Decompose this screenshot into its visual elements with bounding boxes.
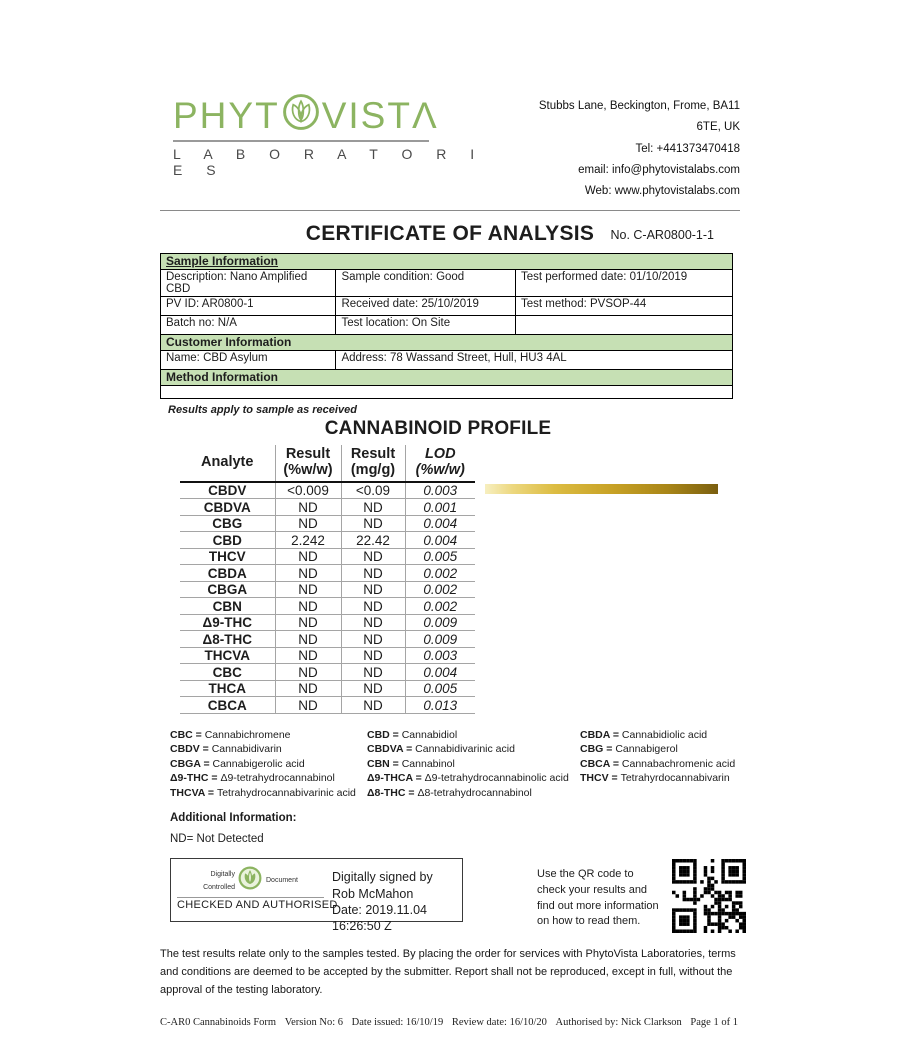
result-value: ND	[341, 614, 405, 631]
legend-item: Δ9-THCA = Δ9-tetrahydrocannabinolic acid	[367, 772, 569, 785]
header	[160, 93, 740, 202]
result-value: 0.002	[405, 581, 475, 598]
footer-item: Page 1 of 1	[690, 1016, 738, 1028]
analyte-name: CBGA	[180, 581, 275, 598]
table-row	[180, 631, 475, 648]
legend-item: CBDA = Cannabidiolic acid	[580, 728, 708, 741]
result-value: 0.005	[405, 548, 475, 565]
test-location-cell: Test location: On Site	[336, 316, 516, 335]
legend-item: CBDV = Cannabidivarin	[170, 743, 282, 756]
customer-information-header: Customer Information	[161, 335, 733, 351]
legend-item: CBN = Cannabinol	[367, 757, 455, 770]
pv-id-cell: PV ID: AR0800-1	[161, 297, 336, 316]
analyte-name: THCA	[180, 680, 275, 697]
logo-text-part1: PHYT	[173, 94, 280, 136]
result-value: ND	[275, 499, 341, 516]
result-value: ND	[275, 565, 341, 582]
result-value: ND	[275, 631, 341, 648]
result-value: <0.009	[275, 482, 341, 499]
column-header: LOD (%w/w)	[405, 445, 475, 482]
analyte-name: CBCA	[180, 697, 275, 714]
result-value: 0.013	[405, 697, 475, 714]
test-performed-date-cell: Test performed date: 01/10/2019	[515, 270, 732, 297]
contact-line: Tel: +441373470418	[635, 142, 740, 155]
disclaimer-text: The test results relate only to the samples tested. By placing the order for services with PhytoVista Laboratories, terms and conditions are deemed to be accepted by the submitter. Report shall not be reproduced, except in full, without the approval of the testing laboratory.	[160, 948, 736, 996]
analyte-name: CBN	[180, 598, 275, 615]
footer-item: C-AR0 Cannabinoids Form	[160, 1016, 277, 1028]
result-value: 0.003	[405, 482, 475, 499]
table-row	[180, 581, 475, 598]
abbreviation-legend	[170, 728, 740, 801]
method-information-header: Method Information	[161, 370, 733, 386]
checked-and-authorised-label: CHECKED AND AUTHORISED	[177, 899, 338, 912]
legend-item: THCV = Tetrahyrdocannabivarin	[580, 772, 730, 785]
received-date-cell: Received date: 25/10/2019	[336, 297, 516, 316]
analyte-name: CBC	[180, 664, 275, 681]
logo-text-part3: Λ	[411, 94, 439, 136]
footer-item: Authorised by: Nick Clarkson	[555, 1016, 682, 1028]
column-header: Result (mg/g)	[341, 445, 405, 482]
analyte-name: CBDA	[180, 565, 275, 582]
table-row	[180, 532, 475, 549]
analyte-name: CBDVA	[180, 499, 275, 516]
form-footer	[160, 1017, 738, 1028]
cannabinoid-table	[180, 445, 475, 714]
legend-item: CBDVA = Cannabidivarinic acid	[367, 743, 515, 756]
logo-text-part2: VIST	[321, 94, 412, 136]
table-row	[180, 647, 475, 664]
result-value: 0.003	[405, 647, 475, 664]
method-empty-row	[161, 386, 733, 399]
legend-item: Δ9-THC = Δ9-tetrahydrocannabinol	[170, 772, 335, 785]
signed-by-text: Digitally signed by Rob McMahon	[332, 870, 433, 901]
contact-line: Stubbs Lane, Beckington, Frome, BA11 6TE, UK	[538, 100, 740, 134]
table-row	[180, 614, 475, 631]
result-value: ND	[341, 664, 405, 681]
table-row	[180, 515, 475, 532]
cannabinoid-table-header-row	[180, 445, 475, 482]
stamp-rule	[177, 897, 324, 898]
table-row	[180, 664, 475, 681]
logo-laboratories-label: L A B O R A T O R I E S	[173, 146, 485, 178]
result-value: ND	[275, 664, 341, 681]
test-method-cell: Test method: PVSOP-44	[515, 297, 732, 316]
result-value: ND	[341, 647, 405, 664]
result-value: ND	[275, 598, 341, 615]
qr-code	[671, 859, 747, 933]
qr-instruction-text: Use the QR code to check your results and find out more information on how to read them.	[537, 868, 659, 928]
table-row	[180, 697, 475, 714]
footer-item: Review date: 16/10/20	[451, 1016, 547, 1028]
table-row	[180, 482, 475, 499]
table-row	[180, 548, 475, 565]
contact-line: Web: www.phytovistalabs.com	[584, 185, 740, 198]
info-table	[160, 253, 733, 399]
legend-item: CBG = Cannabigerol	[580, 743, 678, 756]
lab-contact-info	[515, 96, 740, 202]
result-value: 0.009	[405, 614, 475, 631]
result-value: 22.42	[341, 532, 405, 549]
analyte-name: Δ8-THC	[180, 631, 275, 648]
result-value: 0.002	[405, 598, 475, 615]
contact-line: email: info@phytovistalabs.com	[578, 163, 740, 176]
result-value: ND	[341, 548, 405, 565]
result-value: ND	[341, 680, 405, 697]
table-row	[180, 598, 475, 615]
column-header: Result (%w/w)	[275, 445, 341, 482]
phytovista-logo	[173, 93, 515, 178]
result-value: 0.002	[405, 565, 475, 582]
leaf-circle-icon	[282, 93, 320, 137]
gold-gradient-bar	[485, 484, 718, 494]
signature-box	[170, 858, 463, 934]
result-value: ND	[275, 614, 341, 631]
result-value: ND	[275, 697, 341, 714]
column-header: Analyte	[180, 445, 275, 482]
result-value: ND	[275, 680, 341, 697]
result-value: 0.004	[405, 664, 475, 681]
result-value: ND	[341, 565, 405, 582]
analyte-name: THCVA	[180, 647, 275, 664]
signature-date-text: Date: 2019.11.04 16:26:50 Z	[332, 902, 427, 934]
result-value: 2.242	[275, 532, 341, 549]
legend-item: CBCA = Cannabachromenic acid	[580, 757, 736, 770]
result-value: ND	[341, 515, 405, 532]
signature-row	[170, 858, 740, 933]
result-value: 0.001	[405, 499, 475, 516]
certificate-title: CERTIFICATE OF ANALYSIS	[305, 222, 595, 246]
additional-information-label: Additional Information:	[170, 812, 297, 825]
result-value: 0.004	[405, 515, 475, 532]
sample-information-header: Sample Information	[161, 254, 733, 270]
batch-no-cell: Batch no: N/A	[161, 316, 336, 335]
result-value: <0.09	[341, 482, 405, 499]
legend-item: THCVA = Tetrahydrocannabivarinic acid	[170, 786, 356, 799]
logo-divider	[173, 140, 429, 142]
result-value: ND	[275, 515, 341, 532]
legend-item: CBGA = Cannabigerolic acid	[170, 757, 305, 770]
customer-name-cell: Name: CBD Asylum	[161, 351, 336, 370]
analyte-name: CBD	[180, 532, 275, 549]
result-value: ND	[341, 697, 405, 714]
stamp-digitally-label: Digitally	[210, 870, 235, 878]
cannabinoid-profile-title: CANNABINOID PROFILE	[324, 418, 552, 440]
digital-signature-text	[324, 862, 457, 934]
footer-item: Date issued: 16/10/19	[351, 1016, 444, 1028]
result-value: ND	[341, 581, 405, 598]
nd-definition: ND= Not Detected	[170, 833, 264, 846]
result-value: ND	[275, 647, 341, 664]
logo-wordmark	[173, 93, 515, 137]
result-value: 0.009	[405, 631, 475, 648]
customer-address-cell: Address: 78 Wassand Street, Hull, HU3 4AL	[336, 351, 733, 370]
legend-column-3	[580, 728, 740, 801]
result-value: ND	[341, 631, 405, 648]
results-note: Results apply to sample as received	[168, 404, 357, 417]
sample-description-cell: Description: Nano Amplified CBD	[161, 270, 336, 297]
empty-cell	[515, 316, 732, 335]
result-value: ND	[275, 548, 341, 565]
legend-column-1	[170, 728, 367, 801]
result-value: 0.004	[405, 532, 475, 549]
digitally-controlled-stamp	[177, 862, 338, 919]
result-value: ND	[275, 581, 341, 598]
analyte-name: Δ9-THC	[180, 614, 275, 631]
result-value: ND	[341, 598, 405, 615]
analyte-name: THCV	[180, 548, 275, 565]
analyte-name: CBDV	[180, 482, 275, 499]
header-rule	[160, 210, 740, 211]
title-row	[160, 222, 740, 248]
stamp-document-label: Document	[266, 877, 298, 885]
table-row	[180, 680, 475, 697]
sample-condition-cell: Sample condition: Good	[336, 270, 516, 297]
analyte-name: CBG	[180, 515, 275, 532]
table-row	[180, 499, 475, 516]
result-value: 0.005	[405, 680, 475, 697]
legend-item: Δ8-THC = Δ8-tetrahydrocannabinol	[367, 786, 532, 799]
legend-column-2	[367, 728, 580, 801]
legend-item: CBC = Cannabichromene	[170, 728, 291, 741]
certificate-number: No. C-AR0800-1-1	[610, 228, 714, 243]
result-value: ND	[341, 499, 405, 516]
qr-section	[537, 858, 747, 933]
footer-item: Version No: 6	[284, 1016, 344, 1028]
legend-item: CBD = Cannabidiol	[367, 728, 458, 741]
table-row	[180, 565, 475, 582]
stamp-controlled-label: Controlled	[203, 883, 235, 891]
stamp-leaf-icon	[238, 866, 262, 895]
